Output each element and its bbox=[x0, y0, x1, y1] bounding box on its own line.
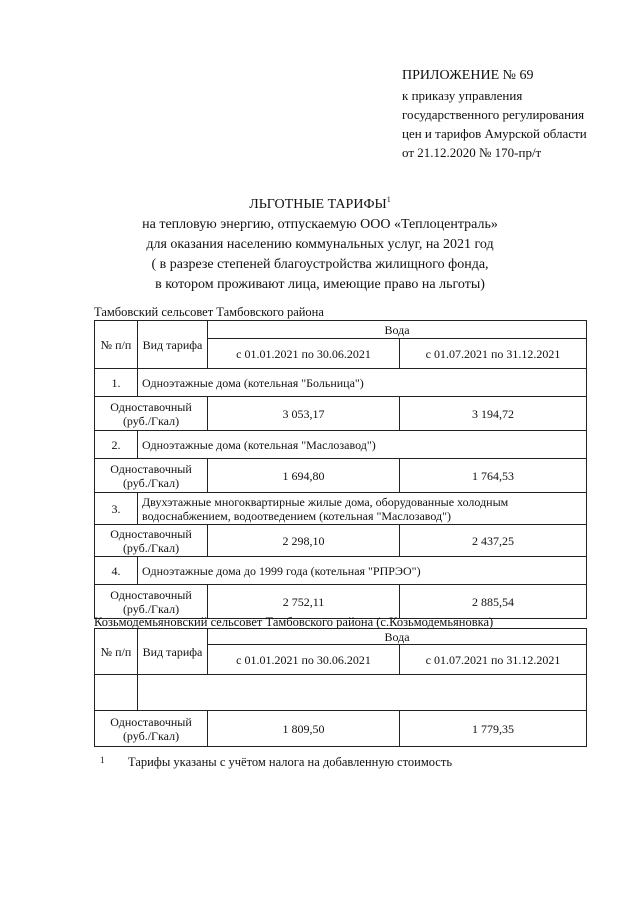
header-tariff-type: Вид тарифа bbox=[138, 629, 208, 675]
title-footnote-mark: 1 bbox=[386, 195, 391, 204]
tariff-value-period-2: 1 779,35 bbox=[400, 711, 587, 747]
tariff-value-period-2: 3 194,72 bbox=[400, 397, 587, 431]
heading-line: ( в разрезе степеней благоустройства жилищного фонда, bbox=[151, 257, 489, 272]
tariff-value-period-2: 1 764,53 bbox=[400, 459, 587, 493]
heading-line: на тепловую энергию, отпускаемую ООО «Теплоцентраль» bbox=[142, 217, 498, 232]
group-number: 3. bbox=[95, 493, 138, 525]
group-description: Одноэтажные дома (котельная "Маслозавод") bbox=[138, 431, 587, 459]
tariff-value-period-1: 3 053,17 bbox=[208, 397, 400, 431]
appendix-title: ПРИЛОЖЕНИЕ № 69 bbox=[402, 68, 534, 83]
tariff-value-period-1: 2 298,10 bbox=[208, 525, 400, 557]
document-heading bbox=[100, 190, 540, 295]
header-period-2: с 01.07.2021 по 31.12.2021 bbox=[400, 645, 587, 675]
footnote-text: Тарифы указаны с учётом налога на добавленную стоимость bbox=[128, 755, 453, 769]
header-group-water: Вода bbox=[208, 321, 587, 339]
header-number: № п/п bbox=[95, 629, 138, 675]
tariff-label: Одноставочный (руб./Гкал) bbox=[95, 397, 208, 431]
appendix-line: цен и тарифов Амурской области bbox=[402, 126, 587, 141]
document-title bbox=[100, 190, 540, 215]
area-label-tambovsky: Тамбовский сельсовет Тамбовского района bbox=[94, 305, 324, 319]
group-description: Двухэтажные многоквартирные жилые дома, оборудованные холодным водоснабжением, водоотведением (котельная "Маслозавод") bbox=[138, 493, 587, 525]
tariff-label: Одноставочный (руб./Гкал) bbox=[95, 711, 208, 747]
tariff-value-period-1: 1 694,80 bbox=[208, 459, 400, 493]
heading-line: в котором проживают лица, имеющие право на льготы) bbox=[155, 277, 485, 292]
title-text: ЛЬГОТНЫЕ ТАРИФЫ bbox=[249, 197, 387, 212]
appendix-line: государственного регулирования bbox=[402, 107, 585, 122]
tariff-table-kozmodemyanovsky bbox=[94, 628, 587, 747]
tariff-value-period-2: 2 437,25 bbox=[400, 525, 587, 557]
header-tariff-type: Вид тарифа bbox=[138, 321, 208, 369]
tariff-label: Одноставочный (руб./Гкал) bbox=[95, 585, 208, 619]
heading-line: для оказания населению коммунальных услуг, на 2021 год bbox=[146, 237, 494, 252]
tariff-label: Одноставочный (руб./Гкал) bbox=[95, 525, 208, 557]
group-description: Одноэтажные дома до 1999 года (котельная "РПРЭО") bbox=[138, 557, 587, 585]
tariff-value-period-1: 1 809,50 bbox=[208, 711, 400, 747]
appendix-line: от 21.12.2020 № 170-пр/т bbox=[402, 145, 542, 160]
header-period-1: с 01.01.2021 по 30.06.2021 bbox=[208, 645, 400, 675]
header-number: № п/п bbox=[95, 321, 138, 369]
group-number: 4. bbox=[95, 557, 138, 585]
appendix-line: к приказу управления bbox=[402, 88, 523, 103]
tariff-table-tambovsky bbox=[94, 320, 587, 619]
tariff-label: Одноставочный (руб./Гкал) bbox=[95, 459, 208, 493]
tariff-value-period-1: 2 752,11 bbox=[208, 585, 400, 619]
group-number bbox=[95, 675, 138, 711]
group-description: Одноэтажные дома (котельная "Больница") bbox=[138, 369, 587, 397]
appendix-block bbox=[402, 66, 587, 162]
header-group-water: Вода bbox=[208, 629, 587, 645]
header-period-1: с 01.01.2021 по 30.06.2021 bbox=[208, 339, 400, 369]
group-number: 2. bbox=[95, 431, 138, 459]
header-period-2: с 01.07.2021 по 31.12.2021 bbox=[400, 339, 587, 369]
group-number: 1. bbox=[95, 369, 138, 397]
group-description bbox=[138, 675, 587, 711]
area-label-kozmodemyanovsky: Козьмодемьяновский сельсовет Тамбовского района (с.Козьмодемьяновка) bbox=[94, 615, 494, 629]
tariff-value-period-2: 2 885,54 bbox=[400, 585, 587, 619]
footnote-mark: 1 bbox=[100, 755, 105, 765]
